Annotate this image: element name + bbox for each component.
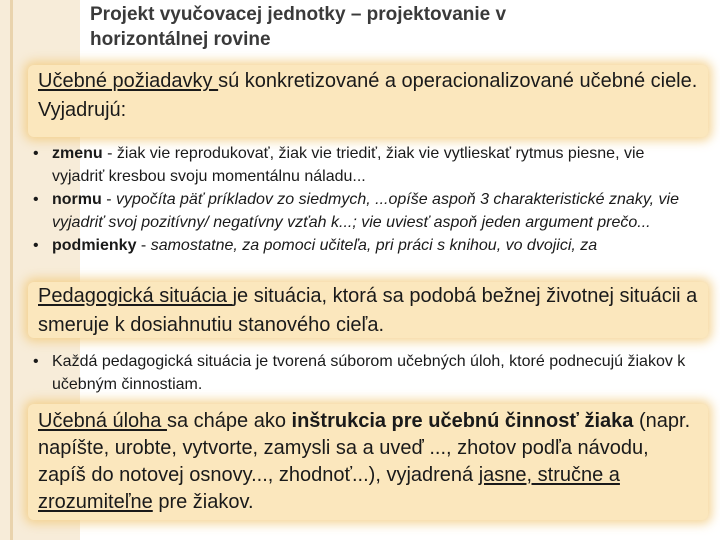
term-learning-requirements: Učebné požiadavky <box>38 70 219 92</box>
left-stripe-line <box>10 0 13 540</box>
definition-body-part-1: sa chápe ako <box>166 410 292 432</box>
definition-body-part-2: (napr. napíšte, urobte, vytvorte, zamysli sa a uveď ..., zhotov podľa návodu, zapíš do notovej osnovy..., zhodnoť...), vyjadrená <box>38 410 691 486</box>
list-item <box>30 142 690 188</box>
bullet-separator: - <box>101 191 116 208</box>
slide-title-line-1: Projekt vyučovacej jednotky – projektovanie v <box>90 4 507 25</box>
definition-body: je situácia, ktorá sa podobá bežnej životnej situácii a smeruje k dosiahnutiu stanového cieľa. <box>38 285 698 336</box>
slide-title-line-2: horizontálnej rovine <box>90 29 271 50</box>
definition-text <box>38 408 698 516</box>
definition-emphasis: inštrukcia pre učebnú činnosť žiaka <box>291 410 634 432</box>
term-pedagogical-situation: Pedagogická situácia <box>38 285 233 307</box>
definition-box-learning-task <box>28 404 708 520</box>
situation-bullet-list <box>30 350 690 396</box>
definition-underlined-phrase: jasne, stručne a zrozumiteľne <box>38 464 620 513</box>
list-item <box>30 188 690 234</box>
term-learning-task: Učebná úloha <box>38 410 167 432</box>
slide-title <box>90 2 690 52</box>
definition-text <box>38 67 698 125</box>
definition-box-learning-requirements <box>28 65 708 137</box>
bullet-term: podmienky <box>52 237 137 254</box>
bullet-term: zmenu <box>52 145 103 162</box>
bullet-text: žiak vie reprodukovať, žiak vie triediť, žiak vie vytlieskať rytmus piesne, vie vyjadriť kresbou svoju momentálnu náladu... <box>52 145 645 185</box>
bullet-text: samostatne, za pomoci učiteľa, pri práci s knihou, vo dvojici, za <box>150 237 598 254</box>
definition-box-pedagogical-situation <box>28 282 708 338</box>
definition-body-part-3: pre žiakov. <box>152 491 254 513</box>
requirements-bullet-list <box>30 142 690 268</box>
bullet-text: vypočíta päť príkladov zo siedmych, ...opíše aspoň 3 charakteristické znaky, vie vyjadriť svoj pozitívny/ negatívny vzťah k...; vie uviesť aspoň jeden argument prečo... <box>52 191 679 231</box>
bullet-term: normu <box>52 191 102 208</box>
definition-text <box>38 282 698 340</box>
list-item: • Každá pedagogická situácia je tvorená súborom učebných úloh, ktoré podnecujú žiakov k učebným činnostiam. <box>30 350 690 396</box>
bullet-separator: - <box>102 145 117 162</box>
bullet-separator: - <box>136 237 151 254</box>
list-item <box>30 234 690 257</box>
definition-body: sú konkretizované a operacionalizované učebné ciele. Vyjadrujú: <box>38 70 698 121</box>
